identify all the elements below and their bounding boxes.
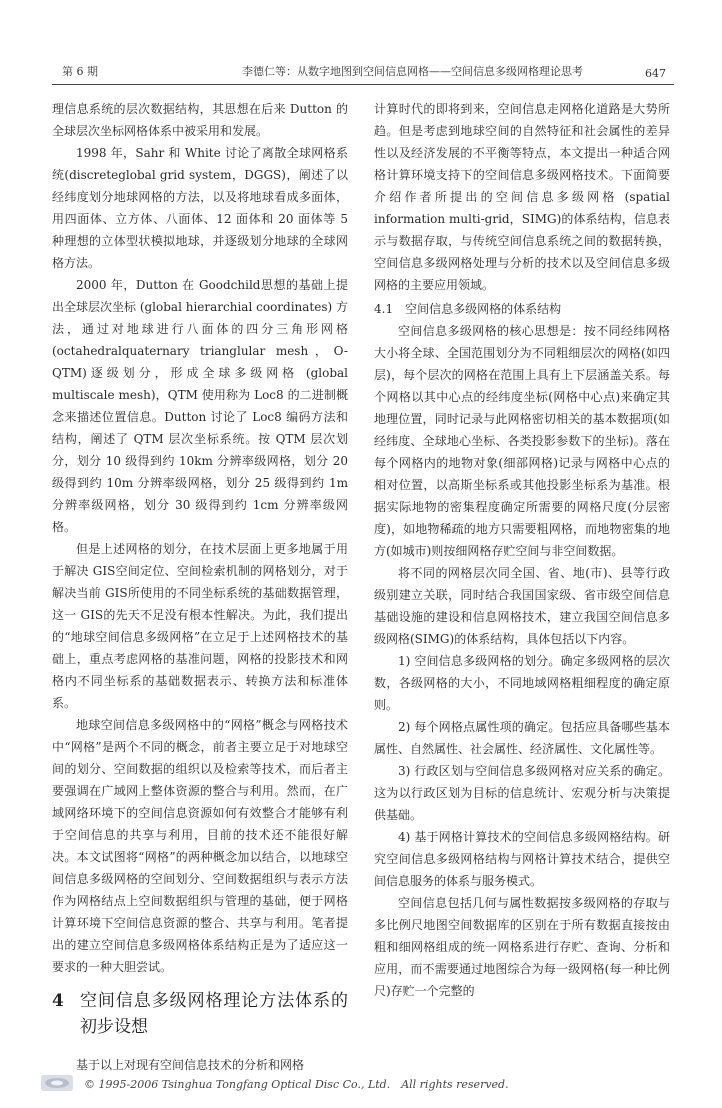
page-number: 647 bbox=[645, 67, 666, 80]
subsection-heading: 4.1 空间信息多级网格的体系结构 bbox=[374, 302, 562, 316]
paragraph: 基于以上对现有空间信息技术的分析和网格 bbox=[76, 1058, 305, 1072]
paragraph: 空间信息多级网格的核心思想是：按不同经纬网格大小将全球、全国范围划分为不同粗细层次的网格(如四层)，每个层次的网格在范围上具有上下层涵盖关系。每个网格以其中心点的经纬度坐标(网格中心点)来确定其地理位置，同时记录与此网格密切相关的基本数据项(如经纬度、全球地心坐标、各类投影参数下的坐标)。落在每个网格内的地物对象(细部网格)记录与网格中心点的相对位置，以高斯坐标系或其他投影坐标系为基准。根据实际地物的密集程度确定所需要的网格尺度(分层密度)，如地物稀疏的地方只需要粗网格，而地物密集的地方(如城市)则按细网格存贮空间与非空间数据。 bbox=[374, 324, 670, 558]
running-header bbox=[52, 62, 674, 82]
list-item: 2) 每个网格点属性项的确定。包括应具备哪些基本属性、自然属性、社会属性、经济属性、文化属性等。 bbox=[374, 720, 670, 756]
list-item: 1) 空间信息多级网格的划分。确定多级网格的层次数，各级网格的大小，不同地域网格粗细程度的确定原则。 bbox=[374, 654, 670, 712]
paragraph: 理信息系统的层次数据结构，其思想在后来 Dutton 的全球层次坐标网格体系中被采用和发展。 bbox=[52, 102, 348, 138]
footer bbox=[40, 1072, 680, 1096]
publisher-logo-icon bbox=[40, 1072, 74, 1094]
section-number: 4 bbox=[52, 991, 64, 1011]
paragraph: 空间信息包括几何与属性数据按多级网格的存取与多比例尺地图空间数据库的区别在于所有数据直接按由粗和细网格组成的统一网格系进行存贮、查询、分析和应用，而不需要通过地图综合为每一级网格(每一种比例尺)存贮一个完整的 bbox=[374, 896, 670, 998]
section-title: 空间信息多级网格理论方法体系的初步设想 bbox=[80, 991, 348, 1037]
issue-number: 第 6 期 bbox=[62, 65, 98, 78]
header-rule bbox=[52, 84, 674, 85]
right-column bbox=[374, 98, 670, 1002]
list-item: 4) 基于网格计算技术的空间信息多级网格结构。研究空间信息多级网格结构与网格计算技术结合，提供空间信息服务的体系与服务模式。 bbox=[374, 830, 670, 888]
paragraph: 2000 年，Dutton 在 Goodchild思想的基础上提出全球层次坐标 (global hierarchial coordinates) 方法，通过对地球进行八面体的四分三角形网格(octahedralquaternary trianglular mesh，O-QTM)逐级划分，形成全球多级网格 (global multiscale mesh)，QTM 使用称为 Loc8 的二进制概念来描述位置信息。Dutton 讨论了 Loc8 编码方法和结构，阐述了 QTM 层次坐标系统。按 QTM 层次划分，划分 10 级得到约 10km 分辨率级网格，划分 20级得到约 10m 分辨率级网格，划分 25 级得到约 1m 分辨率级网格，划分 30 级得到约 1cm 分辨率级网格。 bbox=[52, 278, 349, 534]
paragraph: 1998 年，Sahr 和 White 讨论了离散全球网格系统(discreteglobal grid system，DGGS)，阐述了以经纬度划分地球网格的方法，以及将地球看成多面体，用四面体、立方体、八面体、12 面体和 20 面体等 5 种理想的立体型状模拟地球，并逐级划分地球的全球网格方法。 bbox=[52, 146, 348, 270]
paragraph: 但是上述网格的划分，在技术层面上更多地属于用于解决 GIS空间定位、空间检索机制的网格划分，对于解决当前 GIS所使用的不同坐标系统的基础数据管理，这一 GIS的先天不足没有根本性解决。为此，我们提出的“地球空间信息多级网格”在立足于上述网格技术的基础上，重点考虑网格的基准问题，网格的投影技术和网格内不同坐标系的基础数据表示、转换方法和标准体系。 bbox=[52, 542, 348, 710]
paragraph: 地球空间信息多级网格中的“网格”概念与网格技术中“网格”是两个不同的概念，前者主要立足于对地球空间的划分、空间数据的组织以及检索等技术，而后者主要强调在广域网上整体资源的整合与利用。然而，在广域网络环境下的空间信息资源如何有效整合才能够有利于空间信息的共享与利用，目前的技术还不能很好解决。本文试图将“网格”的两种概念加以结合，以地球空间信息多级网格的空间划分、空间数据组织与表示方法作为网格结点上空间数据组织与管理的基础，便于网格计算环境下空间信息资源的整合、共享与利用。笔者提出的建立空间信息多级网格体系结构正是为了适应这一要求的一种大胆尝试。 bbox=[52, 718, 348, 974]
copyright-notice: © 1995-2006 Tsinghua Tongfang Optical Disc Co., Ltd. All rights reserved. bbox=[84, 1078, 509, 1091]
left-column bbox=[52, 98, 348, 1076]
paragraph: 计算时代的即将到来，空间信息走网格化道路是大势所趋。但是考虑到地球空间的自然特征和社会属性的差异性以及经济发展的不平衡等特点，本文提出一种适合网格计算环境支持下的空间信息多级网格技术。下面简要介绍作者所提出的空间信息多级网格 (spatial information multi-grid，SIMG)的体系结构，信息表示与数据存取，与传统空间信息系统之间的数据转换，空间信息多级网格处理与分析的技术以及空间信息多级网格的主要应用领域。 bbox=[374, 102, 670, 292]
list-item: 3) 行政区划与空间信息多级网格对应关系的确定。这为以行政区划为目标的信息统计、宏观分析与决策提供基础。 bbox=[374, 764, 670, 822]
paragraph: 将不同的网格层次同全国、省、地(市)、县等行政级别建立关联，同时结合我国国家级、省市级空间信息基础设施的建设和信息网格技术，建立我国空间信息多级网格(SIMG)的体系结构，具体包括以下内容。 bbox=[374, 566, 670, 646]
section-heading bbox=[52, 988, 348, 1040]
running-title: 李德仁等：从数字地图到空间信息网格——空间信息多级网格理论思考 bbox=[242, 65, 583, 78]
